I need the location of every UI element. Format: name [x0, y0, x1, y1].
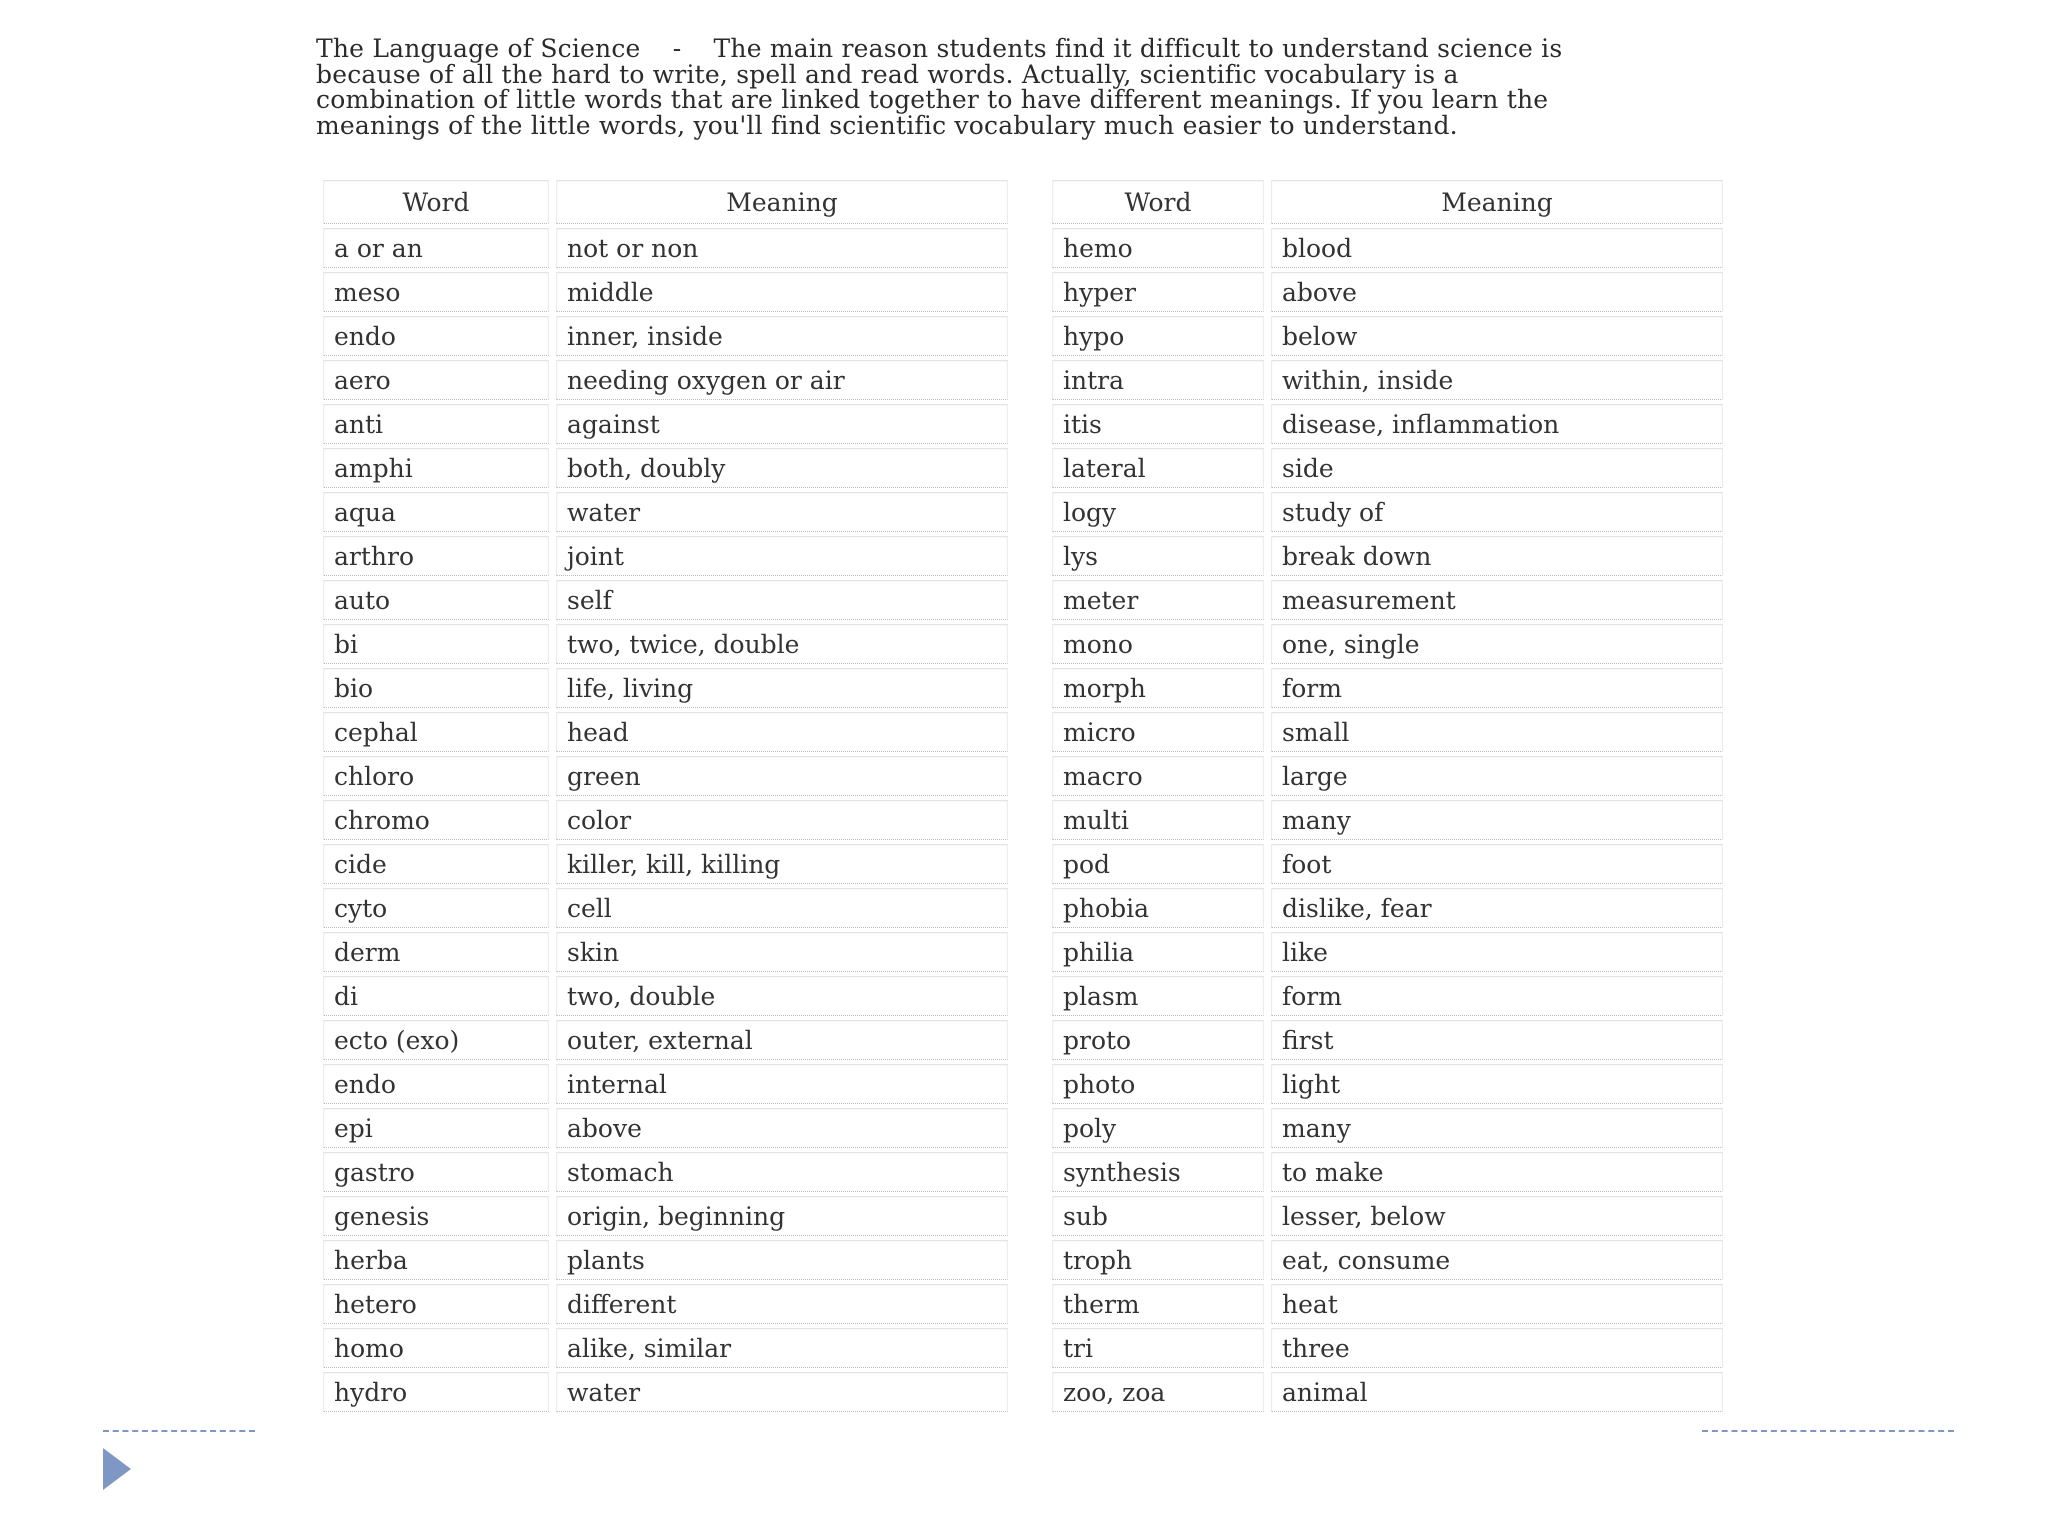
- table-row: [323, 1108, 1008, 1148]
- vocabulary-table-right: [1045, 176, 1730, 1416]
- dashed-divider-left: [103, 1430, 255, 1432]
- meaning-cell: outer, external: [556, 1020, 1008, 1060]
- table-row: [323, 492, 1008, 532]
- table-row: [323, 316, 1008, 356]
- word-cell: phobia: [1052, 888, 1264, 928]
- word-cell: derm: [323, 932, 549, 972]
- word-cell: homo: [323, 1328, 549, 1368]
- word-cell: multi: [1052, 800, 1264, 840]
- word-cell: gastro: [323, 1152, 549, 1192]
- table-row: [323, 580, 1008, 620]
- column-header-word: Word: [1052, 180, 1264, 224]
- word-cell: endo: [323, 1064, 549, 1104]
- meaning-cell: stomach: [556, 1152, 1008, 1192]
- word-cell: ecto (exo): [323, 1020, 549, 1060]
- table-row: [1052, 1284, 1723, 1324]
- table-row: [1052, 800, 1723, 840]
- meaning-cell: water: [556, 1372, 1008, 1412]
- table-row: [1052, 624, 1723, 664]
- table-row: [1052, 1196, 1723, 1236]
- meaning-cell: against: [556, 404, 1008, 444]
- word-cell: hypo: [1052, 316, 1264, 356]
- intro-text: The main reason students find it difficult to understand science is because of all the hard to write, spell and read words. Actually, scientific vocabulary is a combination of little words that are linked together to have different meanings. If you learn the meanings of the little words, you'll find scientific vocabulary much easier to understand.: [316, 34, 1563, 140]
- word-cell: sub: [1052, 1196, 1264, 1236]
- meaning-cell: cell: [556, 888, 1008, 928]
- meaning-cell: origin, beginning: [556, 1196, 1008, 1236]
- table-row: [1052, 756, 1723, 796]
- word-cell: philia: [1052, 932, 1264, 972]
- vocabulary-table-left: [316, 176, 1015, 1416]
- table-row: [323, 1284, 1008, 1324]
- table-row: [1052, 1328, 1723, 1368]
- meaning-cell: within, inside: [1271, 360, 1723, 400]
- meaning-cell: not or non: [556, 228, 1008, 268]
- table-row: [323, 1240, 1008, 1280]
- table-row: [1052, 492, 1723, 532]
- word-cell: logy: [1052, 492, 1264, 532]
- table-header-row: [1052, 180, 1723, 224]
- table-row: [1052, 536, 1723, 576]
- word-cell: hyper: [1052, 272, 1264, 312]
- table-row: [323, 404, 1008, 444]
- meaning-cell: different: [556, 1284, 1008, 1324]
- word-cell: meso: [323, 272, 549, 312]
- meaning-cell: foot: [1271, 844, 1723, 884]
- table-row: [323, 668, 1008, 708]
- meaning-cell: two, twice, double: [556, 624, 1008, 664]
- word-cell: hetero: [323, 1284, 549, 1324]
- intro-paragraph: [316, 36, 1616, 138]
- meaning-cell: dislike, fear: [1271, 888, 1723, 928]
- table-row: [323, 624, 1008, 664]
- table-row: [1052, 668, 1723, 708]
- word-cell: poly: [1052, 1108, 1264, 1148]
- word-cell: pod: [1052, 844, 1264, 884]
- meaning-cell: internal: [556, 1064, 1008, 1104]
- table-row: [323, 712, 1008, 752]
- table-row: [1052, 360, 1723, 400]
- word-cell: lateral: [1052, 448, 1264, 488]
- table-row: [1052, 1372, 1723, 1412]
- table-row: [1052, 1152, 1723, 1192]
- table-row: [1052, 844, 1723, 884]
- meaning-cell: joint: [556, 536, 1008, 576]
- word-cell: cyto: [323, 888, 549, 928]
- word-cell: epi: [323, 1108, 549, 1148]
- word-cell: aqua: [323, 492, 549, 532]
- dashed-divider-right: [1702, 1430, 1954, 1432]
- word-cell: proto: [1052, 1020, 1264, 1060]
- document-title: The Language of Science: [316, 34, 641, 63]
- meaning-cell: blood: [1271, 228, 1723, 268]
- table-row: [323, 976, 1008, 1016]
- meaning-cell: life, living: [556, 668, 1008, 708]
- word-cell: bio: [323, 668, 549, 708]
- table-row: [323, 1372, 1008, 1412]
- table-row: [1052, 888, 1723, 928]
- word-cell: macro: [1052, 756, 1264, 796]
- table-row: [323, 800, 1008, 840]
- table-row: [323, 536, 1008, 576]
- word-cell: bi: [323, 624, 549, 664]
- meaning-cell: inner, inside: [556, 316, 1008, 356]
- word-cell: lys: [1052, 536, 1264, 576]
- table-row: [1052, 404, 1723, 444]
- word-cell: morph: [1052, 668, 1264, 708]
- meaning-cell: eat, consume: [1271, 1240, 1723, 1280]
- word-cell: arthro: [323, 536, 549, 576]
- table-row: [1052, 272, 1723, 312]
- table-row: [323, 360, 1008, 400]
- meaning-cell: one, single: [1271, 624, 1723, 664]
- word-cell: anti: [323, 404, 549, 444]
- meaning-cell: study of: [1271, 492, 1723, 532]
- column-header-meaning: Meaning: [556, 180, 1008, 224]
- word-cell: amphi: [323, 448, 549, 488]
- meaning-cell: green: [556, 756, 1008, 796]
- meaning-cell: middle: [556, 272, 1008, 312]
- meaning-cell: below: [1271, 316, 1723, 356]
- table-row: [1052, 1020, 1723, 1060]
- meaning-cell: first: [1271, 1020, 1723, 1060]
- table-row: [323, 1020, 1008, 1060]
- word-cell: di: [323, 976, 549, 1016]
- meaning-cell: lesser, below: [1271, 1196, 1723, 1236]
- meaning-cell: like: [1271, 932, 1723, 972]
- word-cell: itis: [1052, 404, 1264, 444]
- meaning-cell: many: [1271, 800, 1723, 840]
- word-cell: tri: [1052, 1328, 1264, 1368]
- meaning-cell: head: [556, 712, 1008, 752]
- table-row: [1052, 712, 1723, 752]
- table-row: [1052, 448, 1723, 488]
- word-cell: a or an: [323, 228, 549, 268]
- meaning-cell: killer, kill, killing: [556, 844, 1008, 884]
- meaning-cell: heat: [1271, 1284, 1723, 1324]
- word-cell: endo: [323, 316, 549, 356]
- meaning-cell: small: [1271, 712, 1723, 752]
- word-cell: photo: [1052, 1064, 1264, 1104]
- table-row: [1052, 976, 1723, 1016]
- word-cell: auto: [323, 580, 549, 620]
- table-row: [1052, 1240, 1723, 1280]
- meaning-cell: plants: [556, 1240, 1008, 1280]
- meaning-cell: needing oxygen or air: [556, 360, 1008, 400]
- word-cell: cephal: [323, 712, 549, 752]
- word-cell: herba: [323, 1240, 549, 1280]
- column-header-word: Word: [323, 180, 549, 224]
- meaning-cell: alike, similar: [556, 1328, 1008, 1368]
- meaning-cell: skin: [556, 932, 1008, 972]
- word-cell: meter: [1052, 580, 1264, 620]
- table-row: [323, 448, 1008, 488]
- table-row: [323, 1064, 1008, 1104]
- table-row: [323, 932, 1008, 972]
- meaning-cell: both, doubly: [556, 448, 1008, 488]
- meaning-cell: water: [556, 492, 1008, 532]
- meaning-cell: large: [1271, 756, 1723, 796]
- table-row: [323, 1328, 1008, 1368]
- table-header-row: [323, 180, 1008, 224]
- meaning-cell: two, double: [556, 976, 1008, 1016]
- column-header-meaning: Meaning: [1271, 180, 1723, 224]
- word-cell: therm: [1052, 1284, 1264, 1324]
- meaning-cell: many: [1271, 1108, 1723, 1148]
- meaning-cell: color: [556, 800, 1008, 840]
- triangle-bullet-icon: [103, 1448, 131, 1490]
- meaning-cell: above: [1271, 272, 1723, 312]
- meaning-cell: to make: [1271, 1152, 1723, 1192]
- meaning-cell: self: [556, 580, 1008, 620]
- table-row: [1052, 1064, 1723, 1104]
- word-cell: cide: [323, 844, 549, 884]
- word-cell: hemo: [1052, 228, 1264, 268]
- meaning-cell: disease, inflammation: [1271, 404, 1723, 444]
- word-cell: genesis: [323, 1196, 549, 1236]
- table-row: [323, 756, 1008, 796]
- word-cell: hydro: [323, 1372, 549, 1412]
- word-cell: synthesis: [1052, 1152, 1264, 1192]
- table-row: [1052, 580, 1723, 620]
- meaning-cell: measurement: [1271, 580, 1723, 620]
- meaning-cell: form: [1271, 668, 1723, 708]
- table-row: [323, 888, 1008, 928]
- meaning-cell: side: [1271, 448, 1723, 488]
- meaning-cell: break down: [1271, 536, 1723, 576]
- word-cell: mono: [1052, 624, 1264, 664]
- table-body: [323, 228, 1008, 1412]
- meaning-cell: three: [1271, 1328, 1723, 1368]
- table-body: [1052, 228, 1723, 1412]
- meaning-cell: form: [1271, 976, 1723, 1016]
- table-row: [323, 272, 1008, 312]
- word-cell: intra: [1052, 360, 1264, 400]
- word-cell: troph: [1052, 1240, 1264, 1280]
- meaning-cell: above: [556, 1108, 1008, 1148]
- table-row: [323, 1152, 1008, 1192]
- table-row: [1052, 932, 1723, 972]
- word-cell: chloro: [323, 756, 549, 796]
- table-row: [323, 844, 1008, 884]
- table-row: [1052, 1108, 1723, 1148]
- title-separator: -: [672, 34, 682, 63]
- meaning-cell: light: [1271, 1064, 1723, 1104]
- word-cell: zoo, zoa: [1052, 1372, 1264, 1412]
- word-cell: plasm: [1052, 976, 1264, 1016]
- meaning-cell: animal: [1271, 1372, 1723, 1412]
- table-row: [1052, 228, 1723, 268]
- word-cell: aero: [323, 360, 549, 400]
- table-row: [1052, 316, 1723, 356]
- word-cell: micro: [1052, 712, 1264, 752]
- word-cell: chromo: [323, 800, 549, 840]
- table-row: [323, 228, 1008, 268]
- table-row: [323, 1196, 1008, 1236]
